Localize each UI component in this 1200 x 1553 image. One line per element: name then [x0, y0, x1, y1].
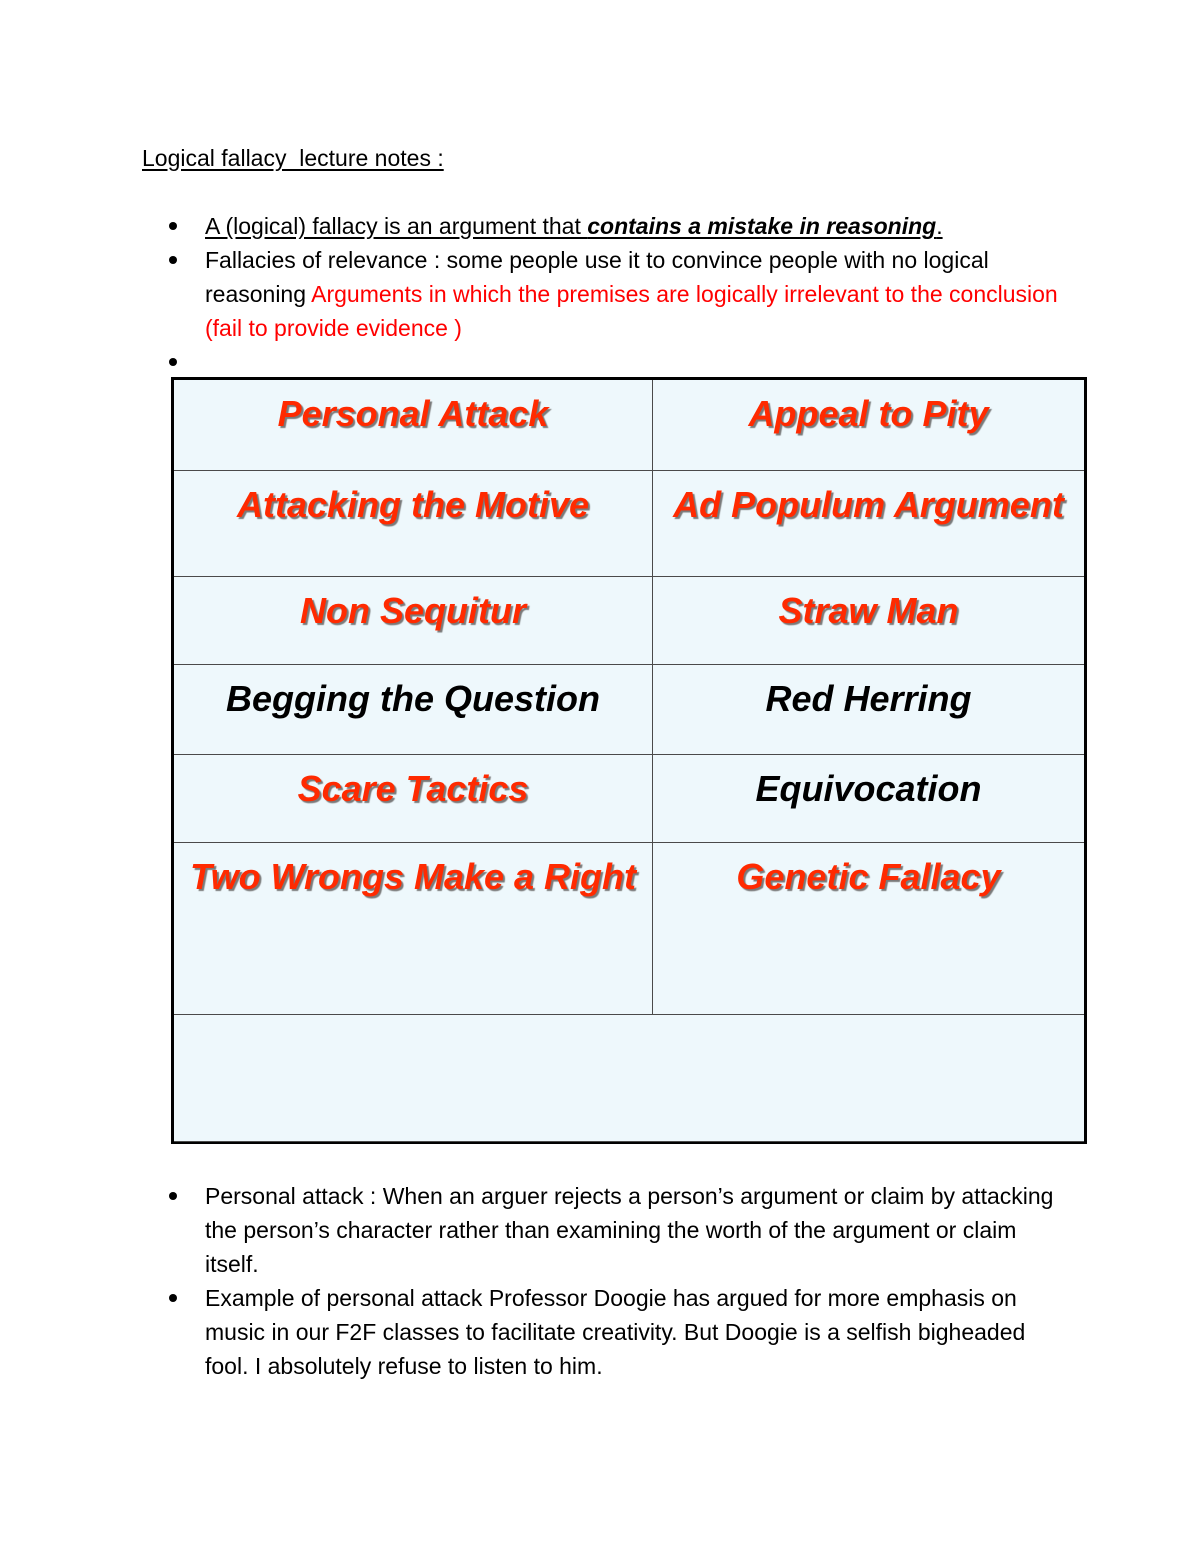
fallacy-name: Appeal to Pity [748, 393, 989, 434]
bullet-icon [169, 256, 177, 264]
bullet-icon [169, 222, 177, 230]
fallacy-name: Two Wrongs Make a Right [189, 855, 637, 897]
list-item [165, 1281, 1065, 1383]
bullet-icon [169, 1192, 177, 1200]
table-row [174, 754, 1084, 842]
definition-suffix: . [936, 213, 943, 239]
list-item [165, 209, 1065, 243]
personal-attack-example: Example of personal attack Professor Doogie has argued for more emphasis on music in our F2F classes to facilitate creativity. But Doogie is a selfish bigheaded fool. I absolutely refuse to listen to him. [205, 1285, 1026, 1379]
relevance-text: Fallacies of relevance : some people use it to convince people with no logical reasoning [205, 247, 989, 307]
fallacy-cell [653, 754, 1085, 842]
fallacy-name: Personal Attack [277, 393, 549, 434]
detail-bullet-list [165, 1179, 1065, 1383]
fallacy-cell [653, 576, 1085, 664]
fallacy-name: Scare Tactics [297, 767, 529, 809]
fallacy-name: Non Sequitur [300, 589, 526, 631]
fallacy-cell [174, 664, 653, 754]
fallacy-cell [653, 470, 1085, 576]
fallacy-cell [653, 664, 1085, 754]
fallacy-cell [174, 576, 653, 664]
fallacy-cell [174, 842, 653, 1014]
table-row [174, 576, 1084, 664]
fallacy-cell [174, 470, 653, 576]
table-row [174, 842, 1084, 1014]
list-item [165, 1179, 1065, 1281]
definition-emphasis: contains a mistake in reasoning [587, 213, 937, 239]
fallacy-cell [653, 380, 1085, 470]
empty-merged-cell [174, 1014, 1084, 1141]
table-row [174, 1014, 1084, 1141]
bullet-icon [169, 358, 177, 366]
definition-text [205, 213, 943, 239]
table-row [174, 470, 1084, 576]
fallacy-name: Begging the Question [226, 677, 600, 719]
relevance-red-text: Arguments in which the premises are logically irrelevant to the conclusion (fail to provide evidence ) [205, 281, 1058, 341]
fallacy-name: Genetic Fallacy [736, 855, 1001, 897]
definition-prefix: A (logical) fallacy is an argument that [205, 213, 588, 239]
fallacy-cell [174, 754, 653, 842]
fallacy-name: Straw Man [778, 589, 959, 631]
list-item [165, 243, 1065, 345]
fallacy-name: Attacking the Motive [236, 483, 590, 525]
fallacy-name: Red Herring [765, 677, 972, 719]
fallacy-name: Ad Populum Argument [673, 483, 1064, 525]
fallacy-name: Equivocation [755, 767, 982, 809]
personal-attack-definition: Personal attack : When an arguer rejects a person’s argument or claim by attacking the person’s character rather than examining the worth of the argument or claim itself. [205, 1183, 1054, 1277]
bullet-icon [169, 1294, 177, 1302]
fallacy-table [174, 380, 1084, 1142]
fallacy-cell [653, 842, 1085, 1014]
table-row [174, 664, 1084, 754]
fallacy-table-image [171, 377, 1087, 1144]
intro-bullet-list [165, 209, 1065, 345]
table-row [174, 380, 1084, 470]
page-title: Logical fallacy lecture notes : [142, 145, 444, 171]
fallacy-cell [174, 380, 653, 470]
